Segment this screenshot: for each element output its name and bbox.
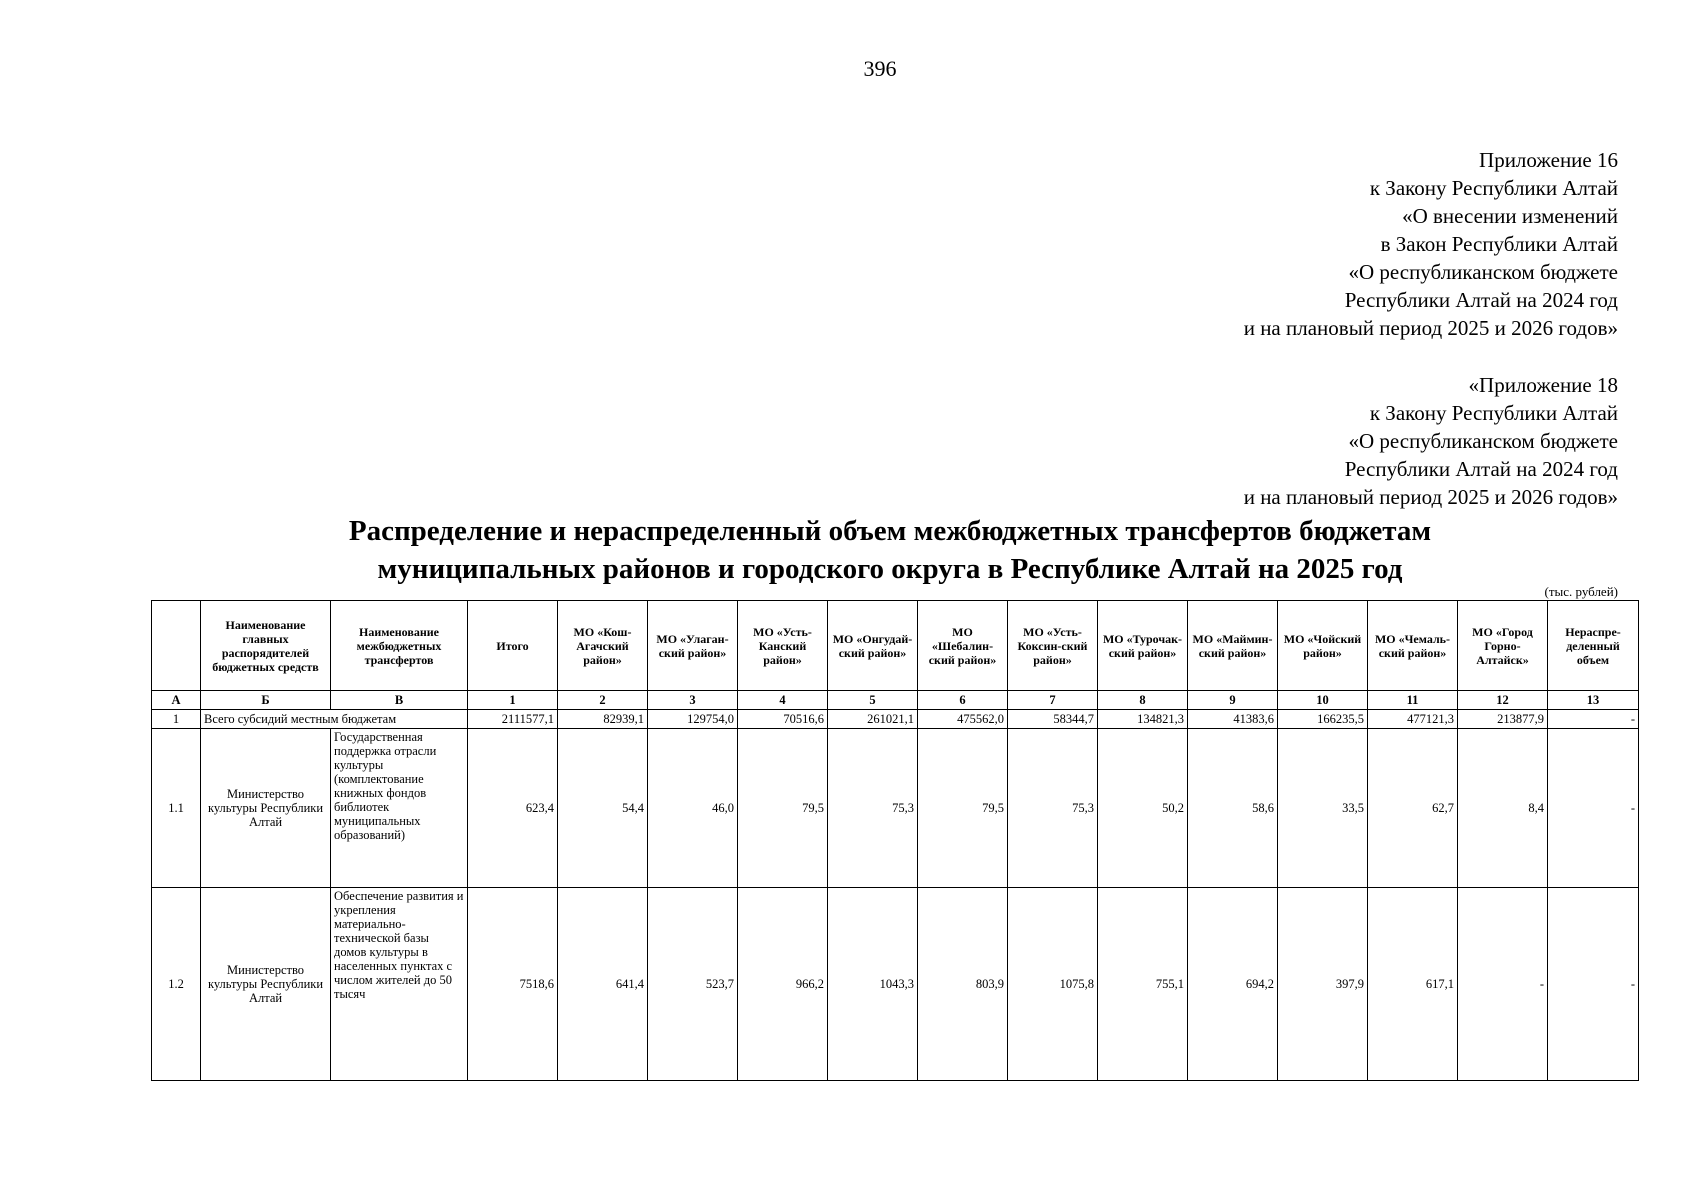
value-cell: 79,5 xyxy=(918,729,1008,888)
table-row xyxy=(152,888,1639,1081)
index-cell: 12 xyxy=(1458,691,1548,710)
document-title xyxy=(150,512,1630,588)
value-cell: 623,4 xyxy=(468,729,558,888)
index-cell: 1 xyxy=(468,691,558,710)
header-cell: Нераспре-деленный объем xyxy=(1548,601,1639,691)
value-cell: 966,2 xyxy=(738,888,828,1081)
appendix-line: Приложение 16 xyxy=(1479,148,1618,172)
appendix-sub-header xyxy=(1244,371,1618,511)
appendix-line: «О республиканском бюджете xyxy=(1348,429,1618,453)
value-cell: 33,5 xyxy=(1278,729,1368,888)
transfer-cell: Государственная поддержка отрасли культуры (комплектование книжных фондов библиотек муниципальных образований) xyxy=(331,729,468,888)
title-line: муниципальных районов и городского округа в Республике Алтай на 2025 год xyxy=(377,553,1403,585)
table-row xyxy=(152,729,1639,888)
header-cell: МО «Улаган-ский район» xyxy=(648,601,738,691)
value-cell: - xyxy=(1458,888,1548,1081)
value-cell: - xyxy=(1548,710,1639,729)
value-cell: 477121,3 xyxy=(1368,710,1458,729)
index-cell: 10 xyxy=(1278,691,1368,710)
index-cell: 5 xyxy=(828,691,918,710)
index-cell: 6 xyxy=(918,691,1008,710)
value-cell: 694,2 xyxy=(1188,888,1278,1081)
header-cell: МО «Маймин-ский район» xyxy=(1188,601,1278,691)
value-cell: 641,4 xyxy=(558,888,648,1081)
value-cell: 46,0 xyxy=(648,729,738,888)
total-label: Всего субсидий местным бюджетам xyxy=(201,710,468,729)
value-cell: 79,5 xyxy=(738,729,828,888)
value-cell: 54,4 xyxy=(558,729,648,888)
appendix-line: «Приложение 18 xyxy=(1468,373,1618,397)
row-number: 1.1 xyxy=(152,729,201,888)
index-cell: А xyxy=(152,691,201,710)
value-cell: 1043,3 xyxy=(828,888,918,1081)
value-cell: - xyxy=(1548,729,1639,888)
appendix-line: Республики Алтай на 2024 год xyxy=(1344,457,1618,481)
column-index-row xyxy=(152,691,1639,710)
value-cell: 166235,5 xyxy=(1278,710,1368,729)
admin-cell: Министерство культуры Республики Алтай xyxy=(201,729,331,888)
value-cell: 397,9 xyxy=(1278,888,1368,1081)
value-cell: 134821,3 xyxy=(1098,710,1188,729)
value-cell: 1075,8 xyxy=(1008,888,1098,1081)
value-cell: 75,3 xyxy=(828,729,918,888)
header-cell: МО «Кош-Агачский район» xyxy=(558,601,648,691)
appendix-line: к Закону Республики Алтай xyxy=(1369,401,1618,425)
appendix-line: Республики Алтай на 2024 год xyxy=(1344,288,1618,312)
index-cell: 8 xyxy=(1098,691,1188,710)
value-cell: 755,1 xyxy=(1098,888,1188,1081)
value-cell: 475562,0 xyxy=(918,710,1008,729)
value-cell: - xyxy=(1548,888,1639,1081)
value-cell: 803,9 xyxy=(918,888,1008,1081)
value-cell: 213877,9 xyxy=(1458,710,1548,729)
header-cell: МО «Шебалин-ский район» xyxy=(918,601,1008,691)
appendix-header xyxy=(1244,146,1618,342)
index-cell: 3 xyxy=(648,691,738,710)
index-cell: 4 xyxy=(738,691,828,710)
value-cell: 75,3 xyxy=(1008,729,1098,888)
row-number: 1.2 xyxy=(152,888,201,1081)
header-cell: Наименование межбюджетных трансфертов xyxy=(331,601,468,691)
value-cell: 41383,6 xyxy=(1188,710,1278,729)
header-cell: МО «Чойский район» xyxy=(1278,601,1368,691)
row-number: 1 xyxy=(152,710,201,729)
appendix-line: «О внесении изменений xyxy=(1402,204,1618,228)
index-cell: 9 xyxy=(1188,691,1278,710)
index-cell: 13 xyxy=(1548,691,1639,710)
header-cell: Наименование главных распорядителей бюджетных средств xyxy=(201,601,331,691)
header-row xyxy=(152,601,1639,691)
header-cell: Итого xyxy=(468,601,558,691)
value-cell: 50,2 xyxy=(1098,729,1188,888)
header-cell: МО «Усть-Канский район» xyxy=(738,601,828,691)
index-cell: 11 xyxy=(1368,691,1458,710)
value-cell: 261021,1 xyxy=(828,710,918,729)
value-cell: 58344,7 xyxy=(1008,710,1098,729)
header-cell xyxy=(152,601,201,691)
value-cell: 523,7 xyxy=(648,888,738,1081)
appendix-line: и на плановый период 2025 и 2026 годов» xyxy=(1243,316,1618,340)
value-cell: 129754,0 xyxy=(648,710,738,729)
header-cell: МО «Усть-Коксин-ский район» xyxy=(1008,601,1098,691)
appendix-line: в Закон Республики Алтай xyxy=(1380,232,1618,256)
admin-cell: Министерство культуры Республики Алтай xyxy=(201,888,331,1081)
index-cell: В xyxy=(331,691,468,710)
transfers-table xyxy=(151,600,1639,1081)
value-cell: 7518,6 xyxy=(468,888,558,1081)
title-line: Распределение и нераспределенный объем межбюджетных трансфертов бюджетам xyxy=(348,515,1432,547)
total-row xyxy=(152,710,1639,729)
header-cell: МО «Турочак-ский район» xyxy=(1098,601,1188,691)
value-cell: 8,4 xyxy=(1458,729,1548,888)
index-cell: 2 xyxy=(558,691,648,710)
index-cell: Б xyxy=(201,691,331,710)
page-number: 396 xyxy=(863,56,897,81)
value-cell: 2111577,1 xyxy=(468,710,558,729)
value-cell: 62,7 xyxy=(1368,729,1458,888)
value-cell: 58,6 xyxy=(1188,729,1278,888)
value-cell: 617,1 xyxy=(1368,888,1458,1081)
header-cell: МО «Чемаль-ский район» xyxy=(1368,601,1458,691)
appendix-line: и на плановый период 2025 и 2026 годов» xyxy=(1243,485,1618,509)
header-cell: МО «Онгудай-ский район» xyxy=(828,601,918,691)
units-label: (тыс. рублей) xyxy=(1544,584,1618,599)
value-cell: 70516,6 xyxy=(738,710,828,729)
appendix-line: к Закону Республики Алтай xyxy=(1369,176,1618,200)
header-cell: МО «Город Горно-Алтайск» xyxy=(1458,601,1548,691)
index-cell: 7 xyxy=(1008,691,1098,710)
value-cell: 82939,1 xyxy=(558,710,648,729)
transfer-cell: Обеспечение развития и укрепления материально-технической базы домов культуры в населенных пунктах с числом жителей до 50 тысяч xyxy=(331,888,468,1081)
appendix-line: «О республиканском бюджете xyxy=(1348,260,1618,284)
